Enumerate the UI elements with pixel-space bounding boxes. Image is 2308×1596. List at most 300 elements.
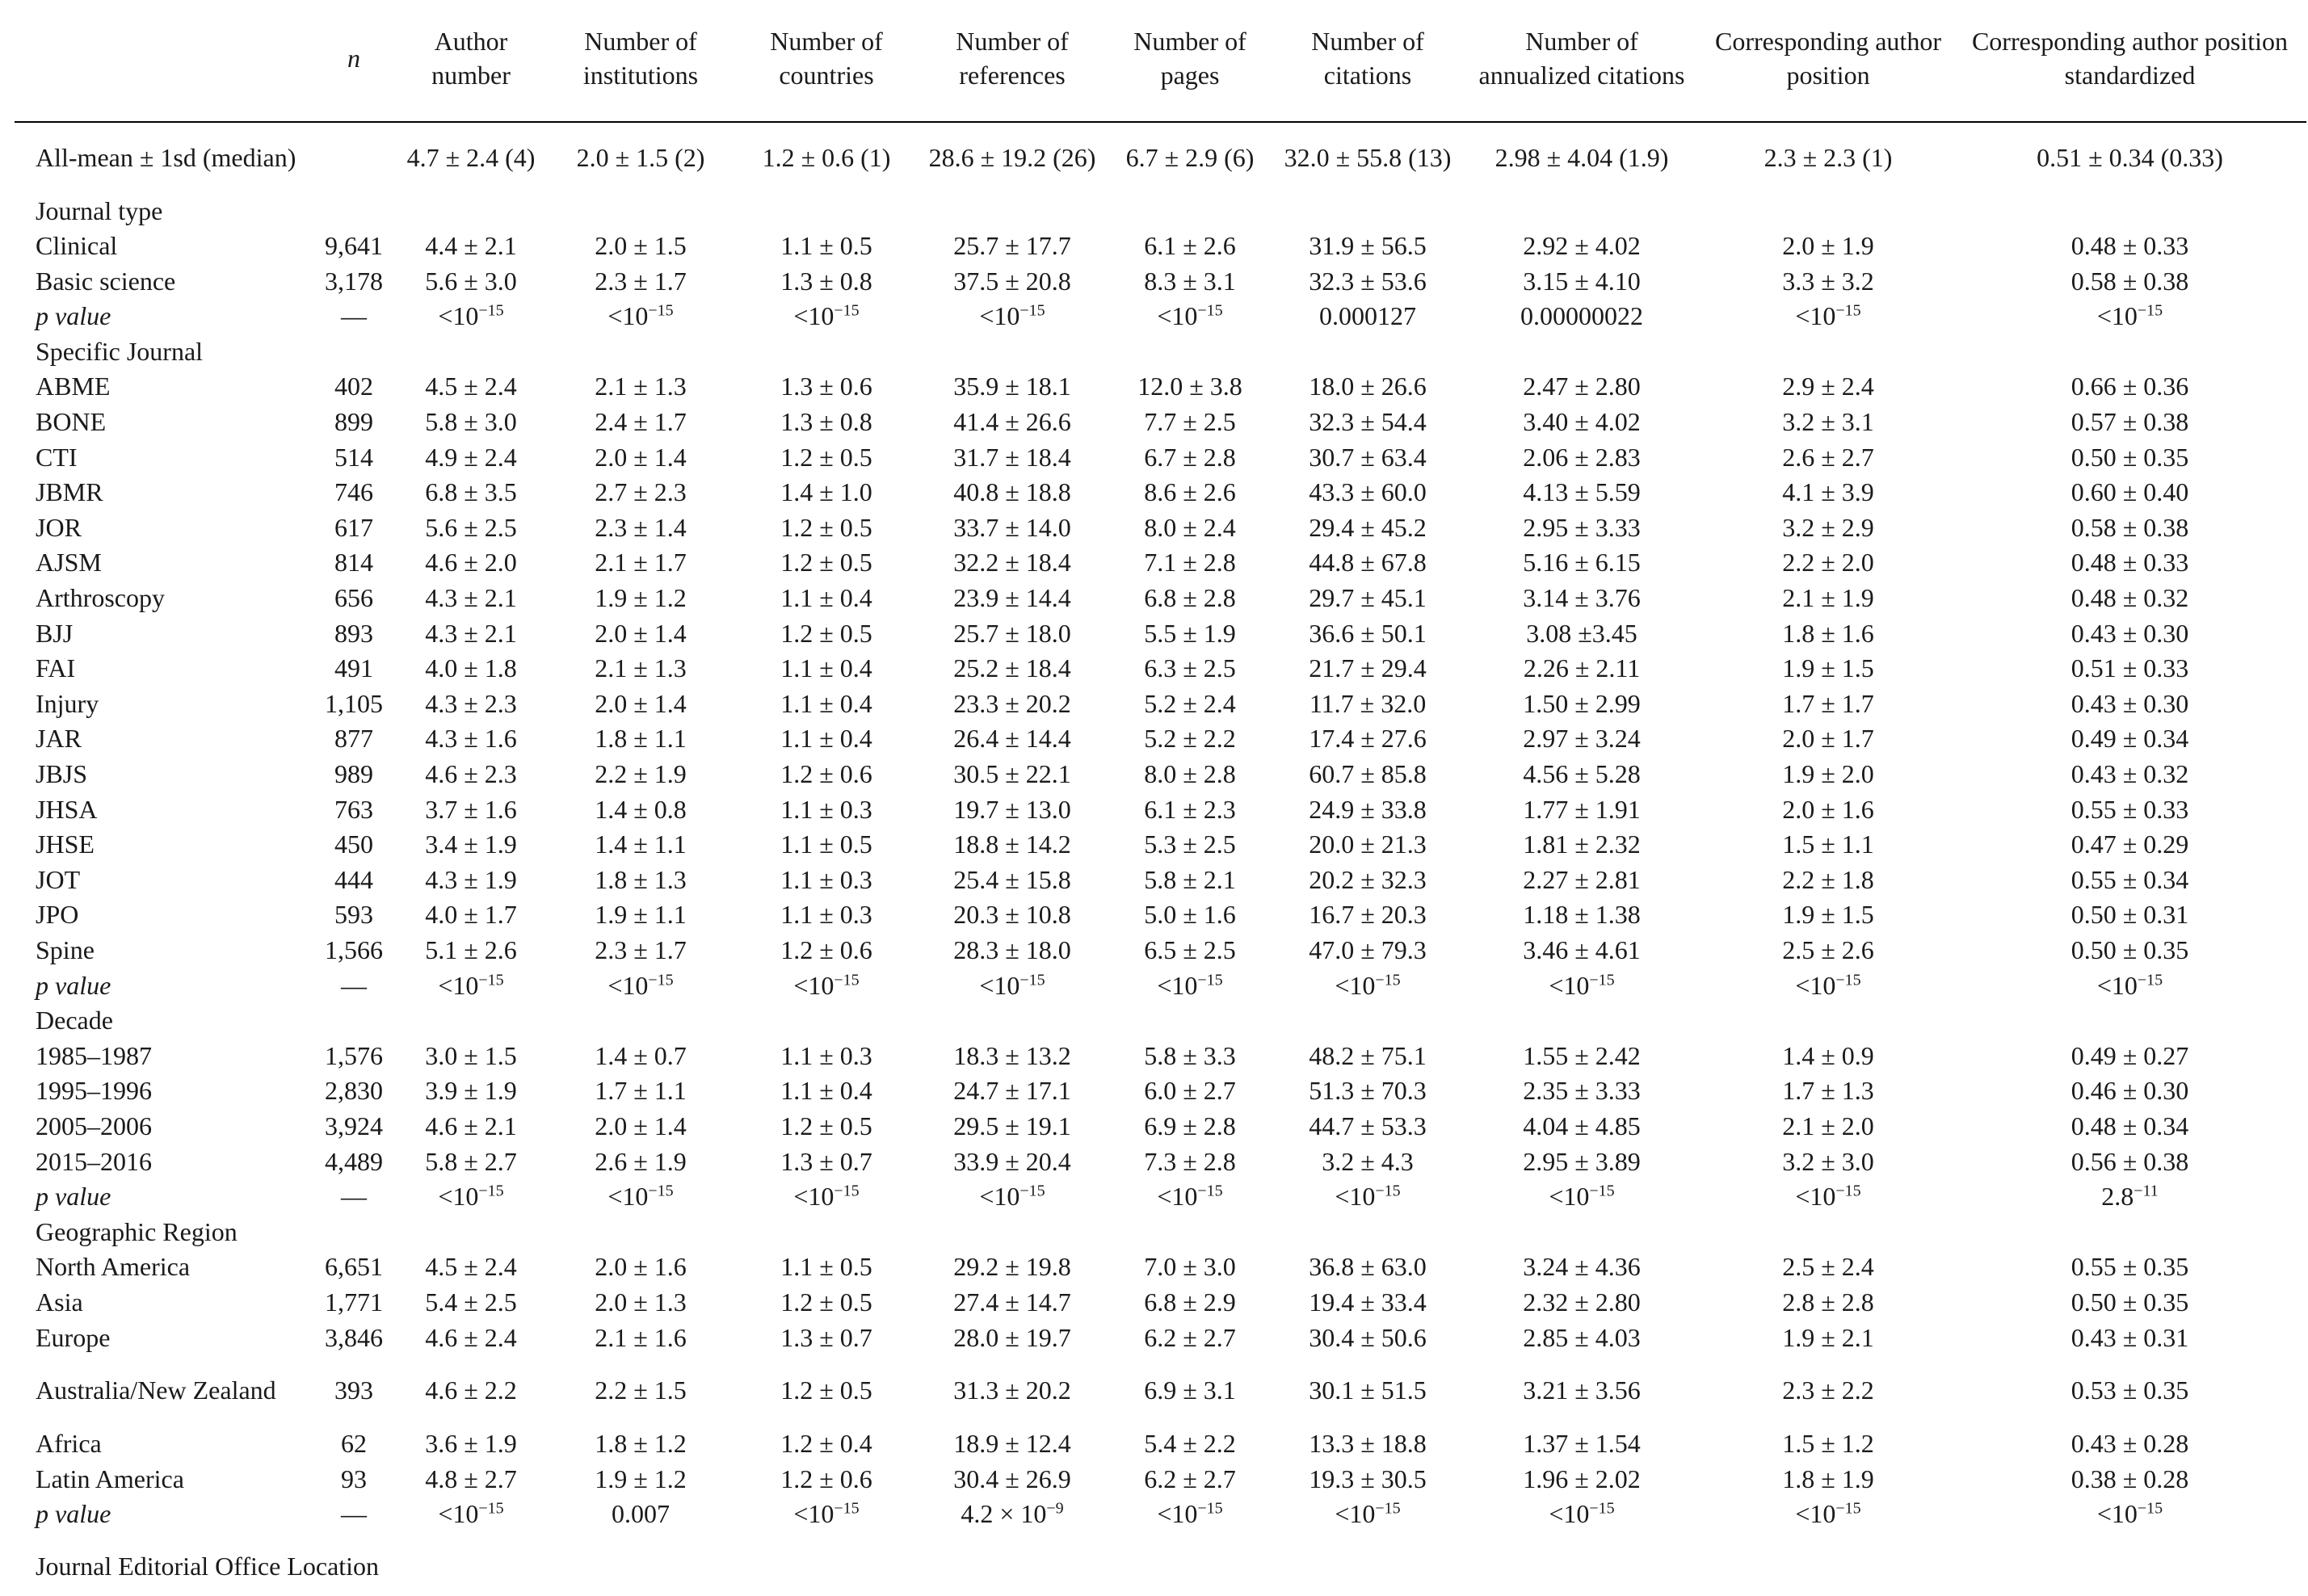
cell-institutions: 1.8 ± 1.1 bbox=[595, 724, 687, 754]
header-annualized-citations: Number of annualized citations bbox=[1461, 0, 1703, 122]
cell-countries: 1.2 ± 0.5 bbox=[780, 1376, 872, 1405]
cell-pages: 8.3 ± 3.1 bbox=[1144, 266, 1236, 296]
cell-citations: 51.3 ± 70.3 bbox=[1309, 1076, 1427, 1106]
cell-corresponding-position-standardized: 0.43 ± 0.32 bbox=[2070, 759, 2189, 789]
header-references: Number of references bbox=[919, 0, 1105, 122]
cell-institutions: 2.2 ± 1.9 bbox=[595, 759, 687, 789]
cell-citations: 21.7 ± 29.4 bbox=[1309, 653, 1427, 683]
table-row bbox=[15, 439, 2306, 475]
cell-pages: 5.5 ± 1.9 bbox=[1144, 618, 1236, 648]
cell-citations: 36.6 ± 50.1 bbox=[1309, 618, 1427, 648]
p-value-corresponding-position-standardized bbox=[1953, 968, 2306, 1003]
cell-references: 40.8 ± 18.8 bbox=[953, 477, 1071, 507]
p-value-annualized-citations bbox=[1461, 1497, 1703, 1532]
cell-annualized-citations: 2.06 ± 2.83 bbox=[1523, 442, 1641, 472]
p-value-corresponding-position bbox=[1703, 968, 1953, 1003]
cell-n: 402 bbox=[334, 372, 373, 401]
cell-institutions: 1.4 ± 0.8 bbox=[595, 794, 687, 824]
cell-countries: 1.1 ± 0.4 bbox=[780, 688, 872, 718]
p-value-corresponding-position-standardized bbox=[1953, 299, 2306, 334]
cell-pages: 8.0 ± 2.8 bbox=[1144, 759, 1236, 789]
cell-n: 814 bbox=[334, 548, 373, 578]
cell-corresponding-position: 1.5 ± 1.2 bbox=[1782, 1429, 1874, 1459]
p-value-text: <10 bbox=[2096, 970, 2138, 1000]
p-value-exponent: −15 bbox=[1019, 970, 1045, 989]
row-label: Asia bbox=[36, 1287, 83, 1317]
cell-pages: 6.1 ± 2.6 bbox=[1144, 231, 1236, 261]
cell-corresponding-position-standardized: 0.47 ± 0.29 bbox=[2070, 830, 2189, 859]
p-value-exponent: −15 bbox=[648, 301, 674, 320]
header-corresponding-position-standardized: Corresponding author position standardized bbox=[1953, 0, 2306, 122]
p-value-text: 4.2 × 10 bbox=[961, 1499, 1047, 1529]
cell-pages: 6.9 ± 2.8 bbox=[1144, 1111, 1236, 1140]
table-row bbox=[15, 615, 2306, 651]
cell-institutions: 1.9 ± 1.1 bbox=[595, 900, 687, 930]
cell-citations: 43.3 ± 60.0 bbox=[1309, 477, 1427, 507]
row-label: North America bbox=[36, 1252, 191, 1282]
cell-author-number: 5.1 ± 2.6 bbox=[425, 934, 517, 964]
header-countries: Number of countries bbox=[734, 0, 919, 122]
cell-countries: 1.2 ± 0.5 bbox=[780, 1111, 872, 1140]
p-value-text: <10 bbox=[1795, 970, 1836, 1000]
cell-institutions: 2.1 ± 1.3 bbox=[595, 372, 687, 401]
cell-references: 28.0 ± 19.7 bbox=[953, 1322, 1071, 1352]
cell-institutions: 2.6 ± 1.9 bbox=[595, 1146, 687, 1176]
cell-annualized-citations: 1.96 ± 2.02 bbox=[1523, 1464, 1641, 1493]
cell-references: 29.2 ± 19.8 bbox=[953, 1252, 1071, 1282]
row-label: Injury bbox=[36, 688, 99, 718]
p-value-exponent: −15 bbox=[1835, 1182, 1861, 1200]
p-value-text: <10 bbox=[793, 970, 834, 1000]
cell-author-number: 6.8 ± 3.5 bbox=[425, 477, 517, 507]
cell-citations: 20.0 ± 21.3 bbox=[1309, 830, 1427, 859]
p-value-institutions bbox=[548, 968, 734, 1003]
p-value-countries bbox=[734, 968, 919, 1003]
cell-pages: 5.0 ± 1.6 bbox=[1144, 900, 1236, 930]
cell-corresponding-position: 3.2 ± 2.9 bbox=[1782, 512, 1874, 542]
cell-institutions: 2.0 ± 1.6 bbox=[595, 1252, 687, 1282]
table-row bbox=[15, 405, 2306, 440]
row-label: FAI bbox=[36, 653, 76, 683]
table-row bbox=[15, 827, 2306, 863]
cell-citations: 30.1 ± 51.5 bbox=[1309, 1376, 1427, 1405]
table-row bbox=[15, 1461, 2306, 1497]
cell-countries: 1.2 ± 0.5 bbox=[780, 512, 872, 542]
cell-n: 62 bbox=[341, 1429, 367, 1459]
cell-institutions: 2.0 ± 1.5 (2) bbox=[576, 143, 705, 173]
cell-countries: 1.3 ± 0.7 bbox=[780, 1322, 872, 1352]
p-value-countries bbox=[734, 299, 919, 334]
p-value-author-number bbox=[394, 1179, 548, 1215]
cell-author-number: 4.6 ± 2.4 bbox=[425, 1322, 517, 1352]
cell-n: 9,641 bbox=[325, 231, 383, 261]
cell-corresponding-position-standardized: 0.55 ± 0.35 bbox=[2070, 1252, 2189, 1282]
table-row bbox=[15, 545, 2306, 581]
table-row bbox=[15, 1320, 2306, 1355]
table-row bbox=[15, 1355, 2306, 1426]
cell-countries: 1.2 ± 0.6 bbox=[780, 934, 872, 964]
cell-countries: 1.2 ± 0.6 bbox=[780, 1464, 872, 1493]
cell-author-number: 4.6 ± 2.0 bbox=[425, 548, 517, 578]
cell-corresponding-position-standardized: 0.50 ± 0.31 bbox=[2070, 900, 2189, 930]
cell-corresponding-position-standardized: 0.43 ± 0.30 bbox=[2070, 688, 2189, 718]
cell-institutions: 1.4 ± 0.7 bbox=[595, 1040, 687, 1070]
row-label: 2005–2006 bbox=[36, 1111, 152, 1140]
cell-institutions: 1.7 ± 1.1 bbox=[595, 1076, 687, 1106]
cell-corresponding-position-standardized: 0.46 ± 0.30 bbox=[2070, 1076, 2189, 1106]
cell-annualized-citations: 2.95 ± 3.33 bbox=[1523, 512, 1641, 542]
cell-corresponding-position: 2.0 ± 1.9 bbox=[1782, 231, 1874, 261]
row-label: Arthroscopy bbox=[36, 583, 165, 613]
p-value-exponent: −15 bbox=[1375, 1499, 1401, 1518]
cell-corresponding-position-standardized: 0.50 ± 0.35 bbox=[2070, 1287, 2189, 1317]
row-label: Basic science bbox=[36, 266, 176, 296]
p-value-exponent: −15 bbox=[1375, 970, 1401, 989]
p-value-text: <10 bbox=[979, 301, 1020, 331]
cell-corresponding-position-standardized: 0.58 ± 0.38 bbox=[2070, 512, 2189, 542]
cell-citations: 3.2 ± 4.3 bbox=[1322, 1146, 1414, 1176]
cell-countries: 1.3 ± 0.8 bbox=[780, 407, 872, 437]
row-label: ABME bbox=[36, 372, 111, 401]
p-value-corresponding-position-standardized bbox=[1953, 1179, 2306, 1215]
cell-pages: 5.2 ± 2.4 bbox=[1144, 688, 1236, 718]
cell-corresponding-position-standardized: 0.60 ± 0.40 bbox=[2070, 477, 2189, 507]
cell-author-number: 3.0 ± 1.5 bbox=[425, 1040, 517, 1070]
p-value-text: <10 bbox=[607, 970, 649, 1000]
cell-citations: 47.0 ± 79.3 bbox=[1309, 934, 1427, 964]
p-value-author-number bbox=[394, 1497, 548, 1532]
cell-annualized-citations: 3.24 ± 4.36 bbox=[1523, 1252, 1641, 1282]
cell-citations: 19.4 ± 33.4 bbox=[1309, 1287, 1427, 1317]
cell-n: 444 bbox=[334, 864, 373, 894]
cell-references: 28.6 ± 19.2 (26) bbox=[928, 142, 1096, 172]
cell-pages: 5.2 ± 2.2 bbox=[1144, 724, 1236, 754]
cell-corresponding-position-standardized: 0.55 ± 0.34 bbox=[2070, 864, 2189, 894]
p-value-corresponding-position bbox=[1703, 1179, 1953, 1215]
cell-institutions: 2.1 ± 1.7 bbox=[595, 548, 687, 578]
cell-pages: 6.0 ± 2.7 bbox=[1144, 1076, 1236, 1106]
cell-annualized-citations: 3.40 ± 4.02 bbox=[1523, 407, 1641, 437]
section-header-row bbox=[15, 1214, 2306, 1250]
p-value-text: <10 bbox=[438, 970, 479, 1000]
row-label: 1995–1996 bbox=[36, 1076, 152, 1106]
cell-institutions: 1.8 ± 1.3 bbox=[595, 864, 687, 894]
cell-pages: 5.3 ± 2.5 bbox=[1144, 830, 1236, 859]
cell-institutions: 2.3 ± 1.4 bbox=[595, 512, 687, 542]
cell-corresponding-position: 4.1 ± 3.9 bbox=[1782, 477, 1874, 507]
table-row bbox=[15, 510, 2306, 545]
cell-author-number: 4.4 ± 2.1 bbox=[425, 231, 517, 261]
p-value-pages bbox=[1105, 299, 1275, 334]
p-value-text: <10 bbox=[1795, 1182, 1836, 1212]
cell-n: 93 bbox=[341, 1464, 367, 1493]
cell-corresponding-position: 1.9 ± 1.5 bbox=[1782, 900, 1874, 930]
p-value-annualized-citations bbox=[1461, 299, 1703, 334]
p-value-pages bbox=[1105, 1179, 1275, 1215]
cell-annualized-citations: 3.08 ±3.45 bbox=[1526, 618, 1637, 648]
p-value-corresponding-position-standardized bbox=[1953, 1497, 2306, 1532]
p-value-institutions bbox=[548, 1179, 734, 1215]
p-value-text: <10 bbox=[1157, 301, 1198, 331]
cell-corresponding-position-standardized: 0.58 ± 0.38 bbox=[2070, 266, 2189, 296]
p-value-text: <10 bbox=[793, 1499, 834, 1529]
cell-citations: 30.7 ± 63.4 bbox=[1309, 442, 1427, 472]
cell-references: 30.4 ± 26.9 bbox=[953, 1464, 1071, 1493]
p-value-exponent: −15 bbox=[478, 970, 504, 989]
p-value-row bbox=[15, 968, 2306, 1003]
cell-annualized-citations: 2.35 ± 3.33 bbox=[1523, 1076, 1641, 1106]
cell-references: 25.7 ± 17.7 bbox=[953, 231, 1071, 261]
p-value-references bbox=[919, 968, 1105, 1003]
cell-n: 450 bbox=[334, 830, 373, 859]
cell-references: 35.9 ± 18.1 bbox=[953, 372, 1071, 401]
row-label: p value bbox=[36, 970, 111, 1000]
cell-references: 23.9 ± 14.4 bbox=[953, 583, 1071, 613]
cell-citations: 13.3 ± 18.8 bbox=[1309, 1429, 1427, 1459]
cell-author-number: 4.3 ± 2.1 bbox=[425, 618, 517, 648]
row-label: JPO bbox=[36, 900, 79, 930]
cell-annualized-citations: 2.47 ± 2.80 bbox=[1523, 372, 1641, 401]
cell-corresponding-position: 3.2 ± 3.1 bbox=[1782, 407, 1874, 437]
cell-pages: 7.7 ± 2.5 bbox=[1144, 407, 1236, 437]
p-value-text: <10 bbox=[1157, 970, 1198, 1000]
cell-institutions: 2.1 ± 1.3 bbox=[595, 653, 687, 683]
p-value-references bbox=[919, 299, 1105, 334]
cell-author-number: 4.3 ± 1.9 bbox=[425, 864, 517, 894]
cell-countries: 1.4 ± 1.0 bbox=[780, 477, 872, 507]
cell-pages: 7.1 ± 2.8 bbox=[1144, 548, 1236, 578]
table-row bbox=[15, 721, 2306, 757]
cell-institutions: 1.9 ± 1.2 bbox=[595, 1464, 687, 1493]
cell-references: 33.7 ± 14.0 bbox=[953, 512, 1071, 542]
cell-countries: 1.2 ± 0.6 bbox=[780, 759, 872, 789]
p-value-text: <10 bbox=[2096, 301, 2138, 331]
row-label: BJJ bbox=[36, 618, 74, 648]
row-label: JAR bbox=[36, 724, 82, 754]
cell-annualized-citations: 2.92 ± 4.02 bbox=[1523, 231, 1641, 261]
p-value-exponent: −15 bbox=[1197, 301, 1223, 320]
section-title: Geographic Region bbox=[36, 1216, 238, 1246]
cell-countries: 1.1 ± 0.5 bbox=[780, 1252, 872, 1282]
p-value-institutions bbox=[548, 1497, 734, 1532]
p-value-text: 0.007 bbox=[612, 1499, 670, 1529]
cell-references: 29.5 ± 19.1 bbox=[953, 1111, 1071, 1140]
header-n: n bbox=[313, 0, 394, 122]
cell-author-number: 4.0 ± 1.8 bbox=[425, 653, 517, 683]
cell-annualized-citations: 2.98 ± 4.04 (1.9) bbox=[1495, 143, 1669, 173]
cell-corresponding-position-standardized: 0.49 ± 0.27 bbox=[2070, 1040, 2189, 1070]
header-row bbox=[15, 0, 2306, 122]
row-label: AJSM bbox=[36, 548, 102, 578]
cell-annualized-citations: 3.15 ± 4.10 bbox=[1523, 266, 1641, 296]
cell-citations: 29.4 ± 45.2 bbox=[1309, 512, 1427, 542]
p-value-text: <10 bbox=[793, 1182, 834, 1212]
cell-citations: 32.3 ± 54.4 bbox=[1309, 407, 1427, 437]
p-value-text: <10 bbox=[1795, 301, 1836, 331]
p-value-text: <10 bbox=[1549, 1499, 1590, 1529]
p-value-exponent: −15 bbox=[2137, 301, 2163, 320]
p-value-row bbox=[15, 1497, 2306, 1532]
cell-pages: 6.5 ± 2.5 bbox=[1144, 934, 1236, 964]
p-value-citations bbox=[1275, 299, 1461, 334]
table-row bbox=[15, 1073, 2306, 1109]
cell-n: 893 bbox=[334, 618, 373, 648]
cell-corresponding-position: 2.5 ± 2.6 bbox=[1782, 934, 1874, 964]
cell-corresponding-position-standardized: 0.56 ± 0.38 bbox=[2070, 1146, 2189, 1176]
cell-author-number: 4.0 ± 1.7 bbox=[425, 900, 517, 930]
cell-author-number: 3.6 ± 1.9 bbox=[425, 1429, 517, 1459]
table-row bbox=[15, 932, 2306, 968]
cell-author-number: 4.7 ± 2.4 (4) bbox=[406, 142, 536, 172]
p-value-pages bbox=[1105, 1497, 1275, 1532]
all-mean-row bbox=[15, 122, 2306, 193]
table-body bbox=[15, 122, 2306, 1596]
cell-pages: 5.8 ± 3.3 bbox=[1144, 1040, 1236, 1070]
cell-n: 393 bbox=[334, 1376, 373, 1405]
cell-countries: 1.3 ± 0.8 bbox=[780, 266, 872, 296]
cell-n: 1,566 bbox=[325, 934, 383, 964]
cell-pages: 6.1 ± 2.3 bbox=[1144, 794, 1236, 824]
cell-countries: 1.2 ± 0.6 (1) bbox=[762, 143, 891, 173]
cell-annualized-citations: 3.14 ± 3.76 bbox=[1523, 583, 1641, 613]
cell-references: 26.4 ± 14.4 bbox=[953, 724, 1071, 754]
cell-n: — bbox=[341, 301, 367, 331]
header-label bbox=[15, 0, 313, 122]
row-label: All-mean ± 1sd (median) bbox=[36, 142, 296, 172]
p-value-exponent: −15 bbox=[834, 301, 860, 320]
cell-pages: 12.0 ± 3.8 bbox=[1137, 372, 1242, 401]
cell-countries: 1.1 ± 0.4 bbox=[780, 583, 872, 613]
cell-pages: 7.3 ± 2.8 bbox=[1144, 1146, 1236, 1176]
cell-institutions: 1.8 ± 1.2 bbox=[595, 1429, 687, 1459]
row-label: Australia/New Zealand bbox=[36, 1376, 276, 1405]
p-value-exponent: −15 bbox=[1019, 1182, 1045, 1200]
cell-n: 3,924 bbox=[325, 1111, 383, 1140]
cell-n: 1,105 bbox=[325, 688, 383, 718]
cell-n: 514 bbox=[334, 442, 373, 472]
cell-annualized-citations: 1.18 ± 1.38 bbox=[1523, 900, 1641, 930]
cell-countries: 1.1 ± 0.4 bbox=[780, 653, 872, 683]
p-value-text: <10 bbox=[793, 301, 834, 331]
cell-annualized-citations: 1.77 ± 1.91 bbox=[1523, 794, 1641, 824]
cell-corresponding-position: 2.0 ± 1.6 bbox=[1782, 794, 1874, 824]
cell-references: 33.9 ± 20.4 bbox=[953, 1146, 1071, 1176]
cell-citations: 32.0 ± 55.8 (13) bbox=[1284, 142, 1452, 172]
cell-pages: 6.7 ± 2.9 (6) bbox=[1125, 143, 1255, 173]
cell-pages: 6.8 ± 2.8 bbox=[1144, 583, 1236, 613]
cell-institutions: 2.2 ± 1.5 bbox=[595, 1376, 687, 1405]
cell-citations: 32.3 ± 53.6 bbox=[1309, 266, 1427, 296]
cell-annualized-citations: 1.81 ± 2.32 bbox=[1523, 830, 1641, 859]
p-value-text: <10 bbox=[438, 301, 479, 331]
cell-pages: 7.0 ± 3.0 bbox=[1144, 1252, 1236, 1282]
cell-countries: 1.2 ± 0.5 bbox=[780, 1287, 872, 1317]
cell-author-number: 4.6 ± 2.1 bbox=[425, 1111, 517, 1140]
cell-references: 30.5 ± 22.1 bbox=[953, 759, 1071, 789]
cell-corresponding-position: 1.8 ± 1.9 bbox=[1782, 1464, 1874, 1493]
cell-citations: 31.9 ± 56.5 bbox=[1309, 231, 1427, 261]
cell-annualized-citations: 2.32 ± 2.80 bbox=[1523, 1287, 1641, 1317]
cell-corresponding-position: 2.9 ± 2.4 bbox=[1782, 372, 1874, 401]
p-value-exponent: −15 bbox=[1197, 1182, 1223, 1200]
p-value-author-number bbox=[394, 299, 548, 334]
table-row bbox=[15, 1038, 2306, 1073]
cell-countries: 1.1 ± 0.5 bbox=[780, 231, 872, 261]
cell-pages: 6.9 ± 3.1 bbox=[1144, 1376, 1236, 1405]
cell-references: 18.8 ± 14.2 bbox=[953, 830, 1071, 859]
row-label: Africa bbox=[36, 1429, 102, 1459]
row-label: JHSE bbox=[36, 830, 95, 859]
p-value-row bbox=[15, 299, 2306, 334]
cell-corresponding-position-standardized: 0.66 ± 0.36 bbox=[2070, 372, 2189, 401]
cell-countries: 1.1 ± 0.4 bbox=[780, 724, 872, 754]
p-value-text: <10 bbox=[979, 970, 1020, 1000]
cell-citations: 19.3 ± 30.5 bbox=[1309, 1464, 1427, 1493]
cell-n: 593 bbox=[334, 900, 373, 930]
cell-citations: 30.4 ± 50.6 bbox=[1309, 1322, 1427, 1352]
cell-corresponding-position: 2.2 ± 2.0 bbox=[1782, 548, 1874, 578]
cell-pages: 6.2 ± 2.7 bbox=[1144, 1464, 1236, 1493]
p-value-text: <10 bbox=[1335, 1499, 1376, 1529]
cell-n: 617 bbox=[334, 512, 373, 542]
table-row bbox=[15, 1250, 2306, 1285]
cell-n: 899 bbox=[334, 407, 373, 437]
p-value-exponent: −11 bbox=[2134, 1182, 2159, 1200]
cell-references: 25.7 ± 18.0 bbox=[953, 618, 1071, 648]
cell-corresponding-position: 3.3 ± 3.2 bbox=[1782, 266, 1874, 296]
p-value-exponent: −15 bbox=[478, 1499, 504, 1518]
cell-n: — bbox=[341, 970, 367, 1000]
cell-annualized-citations: 4.56 ± 5.28 bbox=[1523, 759, 1641, 789]
cell-corresponding-position-standardized: 0.48 ± 0.33 bbox=[2070, 548, 2189, 578]
cell-n: 2,830 bbox=[325, 1076, 383, 1106]
p-value-exponent: −15 bbox=[834, 970, 860, 989]
cell-corresponding-position: 1.4 ± 0.9 bbox=[1782, 1040, 1874, 1070]
cell-annualized-citations: 2.97 ± 3.24 bbox=[1523, 724, 1641, 754]
p-value-text: <10 bbox=[607, 301, 649, 331]
cell-institutions: 2.0 ± 1.3 bbox=[595, 1287, 687, 1317]
cell-institutions: 2.3 ± 1.7 bbox=[595, 266, 687, 296]
p-value-exponent: −15 bbox=[648, 970, 674, 989]
p-value-exponent: −15 bbox=[1589, 1182, 1615, 1200]
cell-institutions: 2.0 ± 1.4 bbox=[595, 688, 687, 718]
cell-n: — bbox=[341, 1182, 367, 1212]
row-label: JBMR bbox=[36, 477, 103, 507]
cell-author-number: 4.9 ± 2.4 bbox=[425, 442, 517, 472]
section-title: Journal Editorial Office Location bbox=[36, 1552, 380, 1581]
row-label: Europe bbox=[36, 1322, 111, 1352]
cell-countries: 1.1 ± 0.3 bbox=[780, 900, 872, 930]
cell-references: 41.4 ± 26.6 bbox=[953, 407, 1071, 437]
cell-corresponding-position-standardized: 0.48 ± 0.34 bbox=[2070, 1111, 2189, 1140]
table-row bbox=[15, 651, 2306, 687]
p-value-exponent: −15 bbox=[1835, 970, 1861, 989]
table-row bbox=[15, 1144, 2306, 1179]
section-title: Specific Journal bbox=[36, 336, 204, 366]
row-label: 2015–2016 bbox=[36, 1146, 152, 1176]
cell-pages: 6.2 ± 2.7 bbox=[1144, 1322, 1236, 1352]
cell-citations: 24.9 ± 33.8 bbox=[1309, 794, 1427, 824]
row-label: Spine bbox=[36, 934, 95, 964]
section-header-row bbox=[15, 334, 2306, 369]
cell-countries: 1.1 ± 0.3 bbox=[780, 1040, 872, 1070]
section-title: Journal type bbox=[36, 195, 163, 225]
cell-n: 656 bbox=[334, 583, 373, 613]
cell-institutions: 1.4 ± 1.1 bbox=[595, 830, 687, 859]
table-row bbox=[15, 897, 2306, 933]
p-value-institutions bbox=[548, 299, 734, 334]
cell-corresponding-position-standardized: 0.50 ± 0.35 bbox=[2070, 442, 2189, 472]
